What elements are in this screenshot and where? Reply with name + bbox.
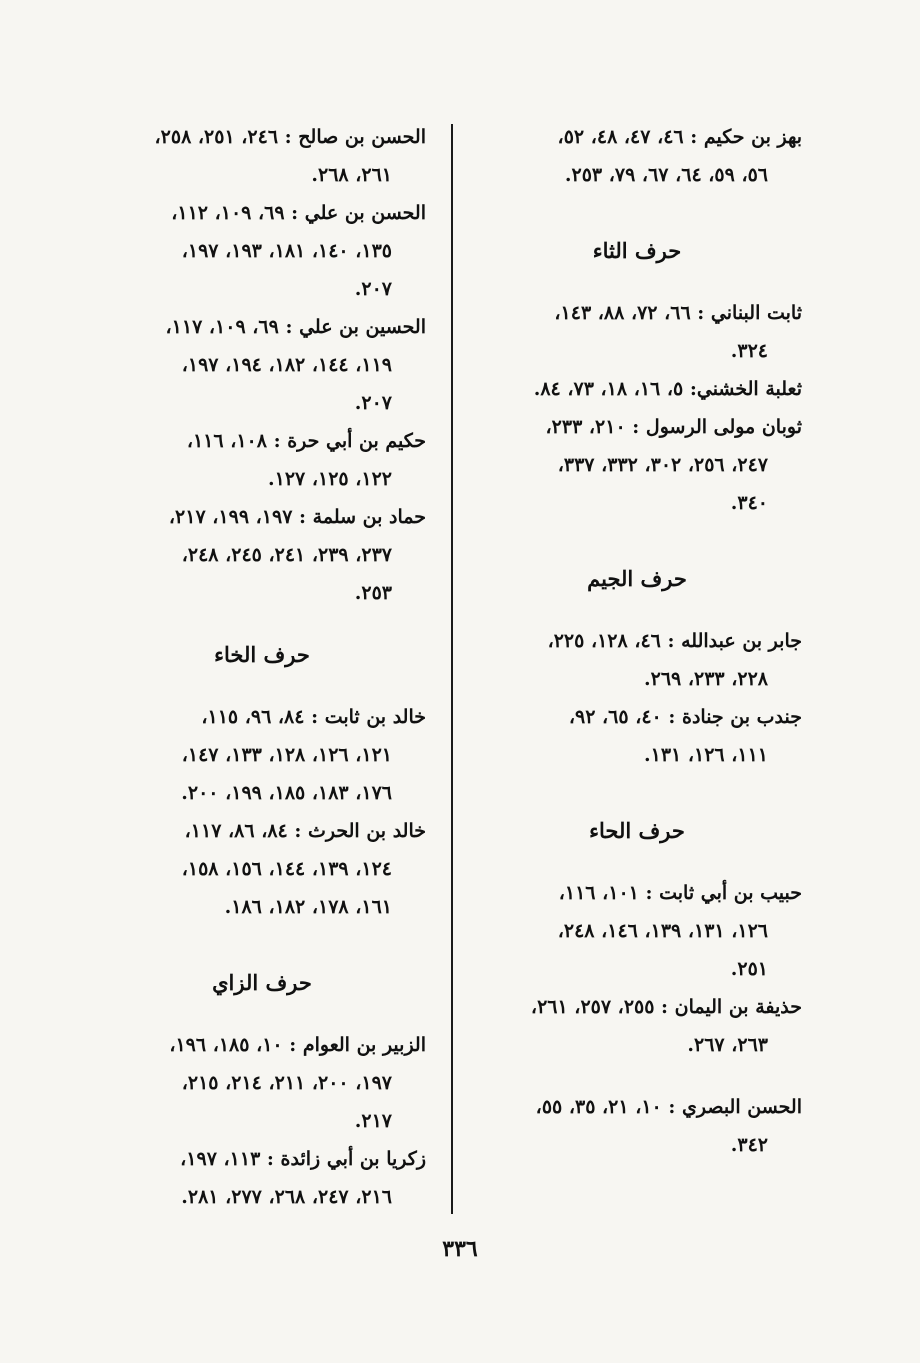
index-entry-line: ٢١٧.: [354, 1110, 392, 1132]
index-entry-line: ثابت البناني : ٦٦، ٧٢، ٨٨، ١٤٣،: [554, 302, 802, 324]
index-entry-line: ٣٤٠.: [730, 492, 768, 514]
index-entry-line: ١٢١، ١٢٦، ١٢٨، ١٣٣، ١٤٧،: [181, 744, 392, 766]
section-heading: حرف الحاء: [589, 818, 685, 843]
spacer: [472, 194, 802, 232]
index-entry-line: حكيم بن أبي حرة : ١٠٨، ١١٦،: [186, 430, 426, 452]
index-entry-line: ١٧٦، ١٨٣، ١٨٥، ١٩٩، ٢٠٠.: [181, 782, 392, 804]
index-entry-line: جابر بن عبدالله : ٤٦، ١٢٨، ٢٢٥،: [547, 630, 802, 652]
index-entry-line: ٢٠٧.: [354, 278, 392, 300]
section-heading: حرف الثاء: [592, 238, 682, 263]
index-entry-line: خالد بن الحرث : ٨٤، ٨٦، ١١٧،: [184, 820, 426, 842]
index-entry-line: ١٦١، ١٧٨، ١٨٢، ١٨٦.: [224, 896, 392, 918]
index-entry-line: ١١١، ١٢٦، ١٣١.: [644, 744, 768, 766]
index-entry-line: ٥٦، ٥٩، ٦٤، ٦٧، ٧٩، ٢٥٣.: [564, 164, 768, 186]
spacer: [98, 612, 426, 636]
index-entry-line: ١٣٥، ١٤٠، ١٨١، ١٩٣، ١٩٧،: [181, 240, 392, 262]
index-entry-line: ١٩٧، ٢٠٠، ٢١١، ٢١٤، ٢١٥،: [181, 1072, 392, 1094]
index-entry-line: ١٢٤، ١٣٩، ١٤٤، ١٥٦، ١٥٨،: [181, 858, 392, 880]
index-entry-line: حبيب بن أبي ثابت : ١٠١، ١١٦،: [558, 882, 802, 904]
index-entry-line: ٢٣٧، ٢٣٩، ٢٤١، ٢٤٥، ٢٤٨،: [181, 544, 392, 566]
index-entry-line: ٢١٦، ٢٤٧، ٢٦٨، ٢٧٧، ٢٨١.: [181, 1186, 392, 1208]
spacer: [98, 674, 426, 698]
index-entry-line: ٢٤٧، ٢٥٦، ٣٠٢، ٣٣٢، ٣٣٧،: [557, 454, 768, 476]
index-entry-line: حماد بن سلمة : ١٩٧، ١٩٩، ٢١٧،: [168, 506, 426, 528]
section-heading: حرف الخاء: [214, 642, 310, 667]
index-entry-line: ٢٦٣، ٢٦٧.: [687, 1034, 768, 1056]
index-entry-line: ثعلبة الخشني: ٥، ١٦، ١٨، ٧٣، ٨٤.: [533, 378, 802, 400]
index-entry-line: الحسن بن علي : ٦٩، ١٠٩، ١١٢،: [171, 202, 426, 224]
index-entry-line: ٢٢٨، ٢٣٣، ٢٦٩.: [644, 668, 768, 690]
index-entry-line: ٢٦١، ٢٦٨.: [311, 164, 392, 186]
spacer: [98, 926, 426, 964]
spacer: [472, 598, 802, 622]
index-entry-line: ٢٥١.: [730, 958, 768, 980]
index-entry-line: ٢٠٧.: [354, 392, 392, 414]
index-entry-line: ثوبان مولى الرسول : ٢١٠، ٢٣٣،: [545, 416, 802, 438]
section-heading: حرف الزاي: [212, 970, 312, 995]
index-entry-line: زكريا بن أبي زائدة : ١١٣، ١٩٧،: [180, 1148, 426, 1170]
index-entry-line: الحسن البصري : ١٠، ٢١، ٣٥، ٥٥،: [535, 1096, 802, 1118]
index-entry-line: الزبير بن العوام : ١٠، ١٨٥، ١٩٦،: [169, 1034, 426, 1056]
index-column-right: [472, 118, 802, 1164]
index-entry-line: الحسين بن علي : ٦٩، ١٠٩، ١١٧،: [165, 316, 426, 338]
index-entry-line: ١٢٦، ١٣١، ١٣٩، ١٤٦، ٢٤٨،: [557, 920, 768, 942]
column-divider: [451, 124, 453, 1214]
spacer: [472, 850, 802, 874]
index-entry-line: ٢٥٣.: [354, 582, 392, 604]
index-entry-line: ١٢٢، ١٢٥، ١٢٧.: [268, 468, 392, 490]
page-number: ٣٣٦: [442, 1236, 478, 1262]
spacer: [98, 1002, 426, 1026]
spacer: [472, 1064, 802, 1088]
index-entry-line: الحسن بن صالح : ٢٤٦، ٢٥١، ٢٥٨،: [154, 126, 426, 148]
spacer: [472, 774, 802, 812]
section-heading: حرف الجيم: [587, 566, 687, 591]
index-entry-line: حذيفة بن اليمان : ٢٥٥، ٢٥٧، ٢٦١،: [530, 996, 802, 1018]
index-entry-line: ٣٤٢.: [730, 1134, 768, 1156]
index-entry-line: خالد بن ثابت : ٨٤، ٩٦، ١١٥،: [201, 706, 426, 728]
index-column-left: [98, 118, 426, 1216]
index-entry-line: ١١٩، ١٤٤، ١٨٢، ١٩٤، ١٩٧،: [181, 354, 392, 376]
spacer: [472, 522, 802, 560]
index-entry-line: ٣٢٤.: [730, 340, 768, 362]
spacer: [472, 270, 802, 294]
index-entry-line: جندب بن جنادة : ٤٠، ٦٥، ٩٢،: [568, 706, 802, 728]
index-entry-line: بهز بن حكيم : ٤٦، ٤٧، ٤٨، ٥٢،: [557, 126, 802, 148]
